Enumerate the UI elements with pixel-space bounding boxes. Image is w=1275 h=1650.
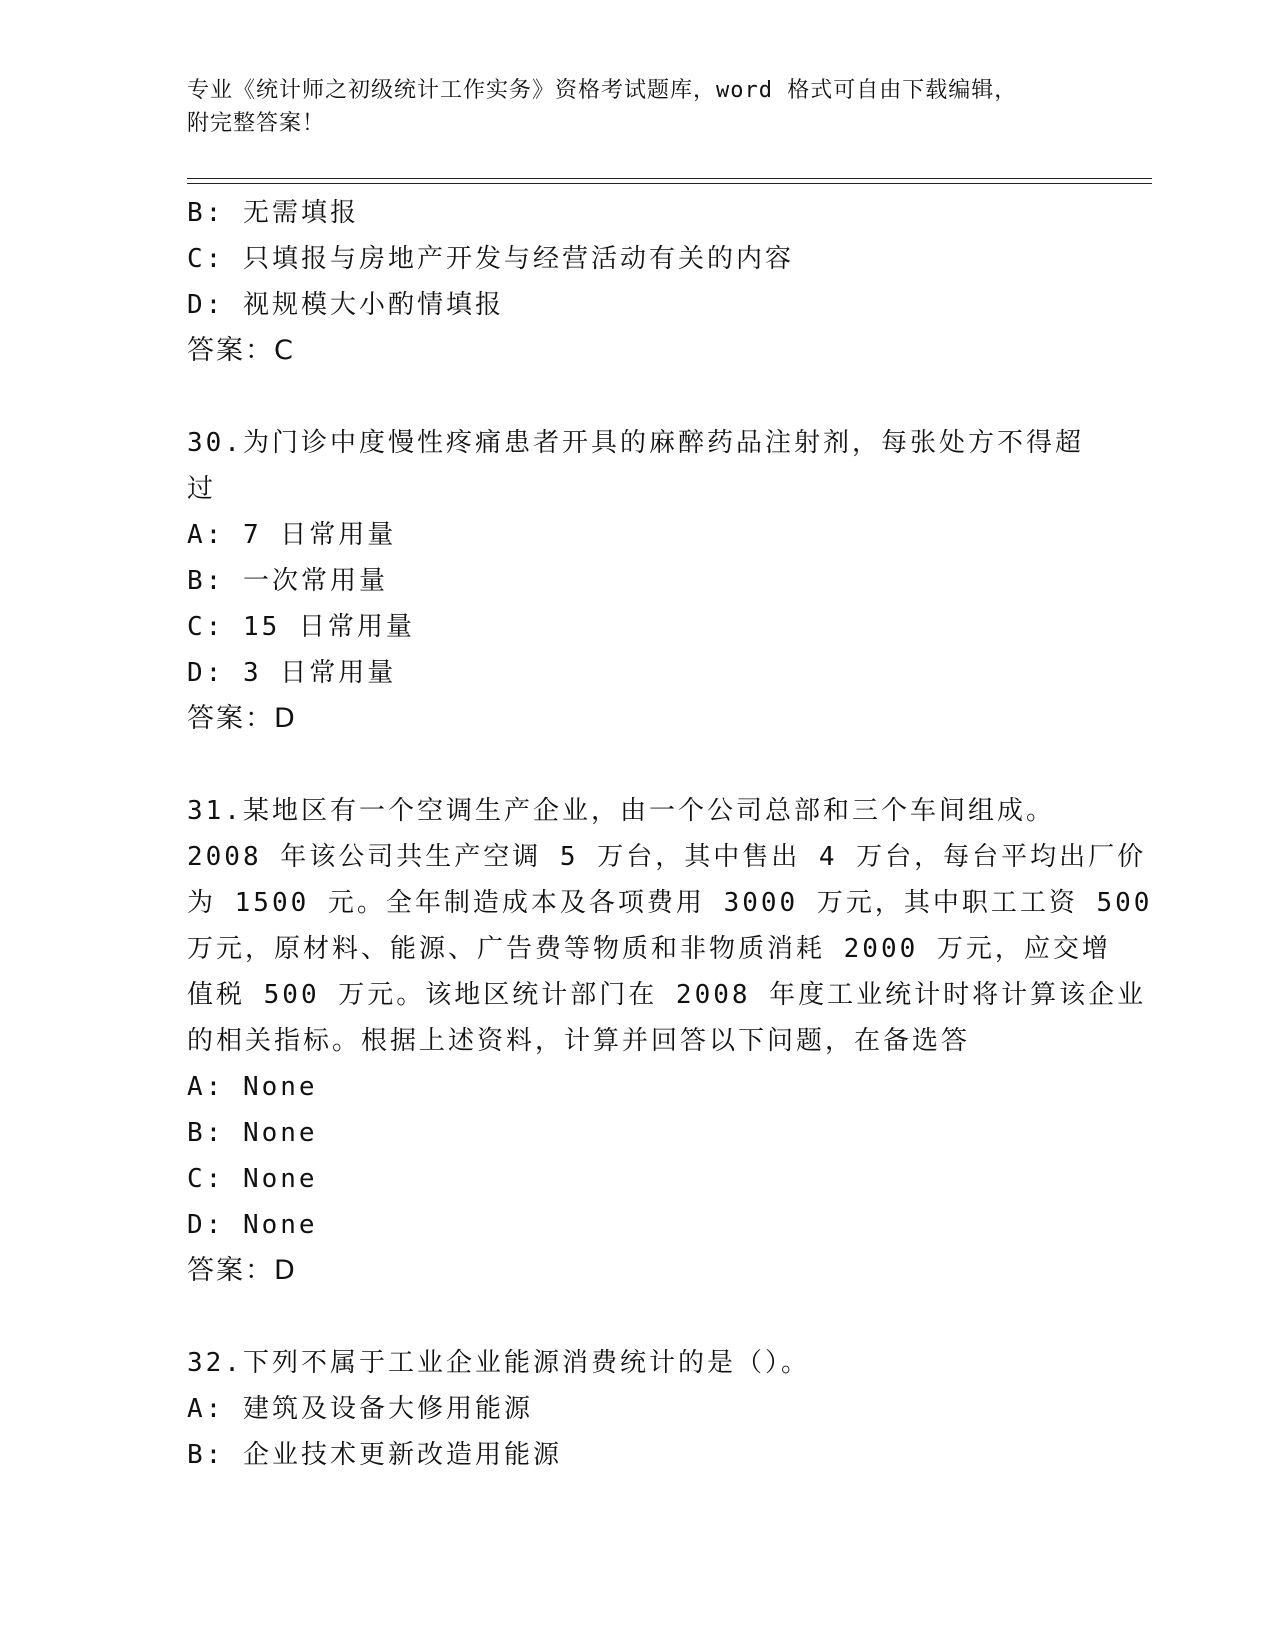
option-c: C: None <box>187 1164 318 1194</box>
header-line-1: 专业《统计师之初级统计工作实务》资格考试题库，word 格式可自由下载编辑， <box>187 78 1018 103</box>
option-d: D: None <box>187 1210 318 1240</box>
question-stem-line: 过 <box>187 474 217 504</box>
question-stem-line: 2008 年该公司共生产空调 5 万台，其中售出 4 万台，每台平均出厂价 <box>187 842 1147 872</box>
option-c: C: 只填报与房地产开发与经营活动有关的内容 <box>187 244 794 274</box>
question-stem-line: 31.某地区有一个空调生产企业，由一个公司总部和三个车间组成。 <box>187 796 1055 826</box>
question-stem-line: 值税 500 万元。该地区统计部门在 2008 年度工业统计时将计算该企业 <box>187 980 1147 1010</box>
question-stem-line: 的相关指标。根据上述资料，计算并回答以下问题，在备选答 <box>187 1026 971 1056</box>
spacer <box>187 742 1087 788</box>
document-header <box>187 74 1087 140</box>
spacer <box>187 1294 1087 1340</box>
option-b: B: 一次常用量 <box>187 566 388 596</box>
answer: 答案：C <box>187 335 295 366</box>
option-a: A: 建筑及设备大修用能源 <box>187 1394 533 1424</box>
option-a: A: None <box>187 1072 318 1102</box>
option-b: B: None <box>187 1118 318 1148</box>
option-a: A: 7 日常用量 <box>187 520 397 550</box>
question-31 <box>187 788 1153 1294</box>
answer: 答案：D <box>187 1255 297 1286</box>
option-b: B: 无需填报 <box>187 198 359 228</box>
question-stem-line: 万元，原材料、能源、广告费等物质和非物质消耗 2000 万元，应交增 <box>187 934 1111 964</box>
option-b: B: 企业技术更新改造用能源 <box>187 1440 562 1470</box>
header-divider-top <box>187 178 1152 179</box>
option-d: D: 3 日常用量 <box>187 658 397 688</box>
header-divider-bottom <box>187 183 1152 184</box>
header-line-2: 附完整答案！ <box>187 111 326 136</box>
question-stem-line: 为 1500 元。全年制造成本及各项费用 3000 万元，其中职工工资 500 <box>187 888 1153 918</box>
question-content <box>187 190 1153 1478</box>
question-30 <box>187 420 1087 742</box>
answer: 答案：D <box>187 703 297 734</box>
question-stem-line: 30.为门诊中度慢性疼痛患者开具的麻醉药品注射剂，每张处方不得超 <box>187 428 1084 458</box>
question-stem-line: 32.下列不属于工业企业能源消费统计的是（）。 <box>187 1348 810 1378</box>
question-29 <box>187 190 1087 374</box>
option-d: D: 视规模大小酌情填报 <box>187 290 504 320</box>
spacer <box>187 374 1087 420</box>
option-c: C: 15 日常用量 <box>187 612 415 642</box>
question-32 <box>187 1340 1087 1478</box>
